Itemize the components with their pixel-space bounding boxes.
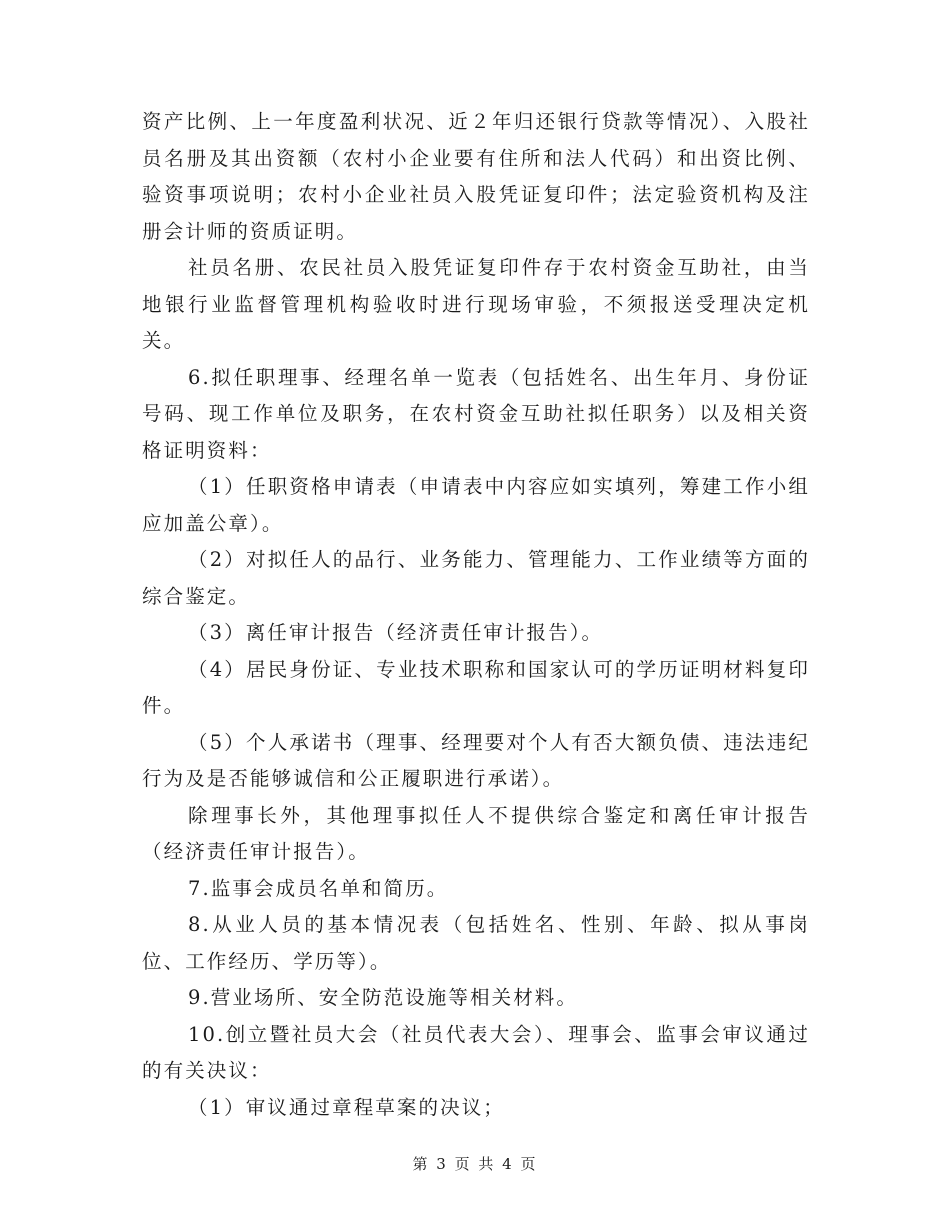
- paragraph-item-6-3: （3）离任审计报告（经济责任审计报告）。: [188, 621, 604, 644]
- paragraph-item-6-2: （2）对拟任人的品行、业务能力、管理能力、工作业绩等方面的综合鉴定。: [142, 548, 810, 608]
- paragraph-roster-note: 社员名册、农民社员入股凭证复印件存于农村资金互助社，由当地银行业监督管理机构验收时进行现场审验，不须报送受理决定机关。: [142, 256, 810, 352]
- paragraph-item-10: 10.创立暨社员大会（社员代表大会）、理事会、监事会审议通过的有关决议：: [142, 1022, 810, 1082]
- paragraph-item-7: 7.监事会成员名单和简历。: [188, 876, 449, 900]
- paragraph-item-6-5: （5）个人承诺书（理事、经理要对个人有否大额负债、违法违纪行为及是否能够诚信和公正履职进行承诺）。: [142, 730, 810, 790]
- paragraph-item-10-1: （1）审议通过章程草案的决议；: [188, 1095, 505, 1119]
- page-number-footer: 第 3 页 共 4 页: [412, 1155, 538, 1173]
- paragraph-continued: 资产比例、上一年度盈利状况、近２年归还银行贷款等情况）、入股社员名册及其出资额（农村小企业要有住所和法人代码）和出资比例、验资事项说明；农村小企业社员入股凭证复印件；法定验资机构及注册会计师的资质证明。: [142, 110, 810, 243]
- document-body: [142, 104, 810, 1126]
- paragraph-item-6-4: （4）居民身份证、专业技术职称和国家认可的学历证明材料复印件。: [142, 657, 810, 717]
- paragraph-chairman-note: 除理事长外，其他理事拟任人不提供综合鉴定和离任审计报告（经济责任审计报告）。: [142, 803, 810, 863]
- paragraph-item-6: 6.拟任职理事、经理名单一览表（包括姓名、出生年月、身份证号码、现工作单位及职务，在农村资金互助社拟任职务）以及相关资格证明资料：: [142, 365, 810, 462]
- paragraph-item-6-1: （1）任职资格申请表（申请表中内容应如实填列，筹建工作小组应加盖公章）。: [142, 475, 810, 535]
- paragraph-item-9: 9.营业场所、安全防范设施等相关材料。: [188, 986, 579, 1009]
- paragraph-item-8: 8.从业人员的基本情况表（包括姓名、性别、年龄、拟从事岗位、工作经历、学历等）。: [142, 913, 810, 973]
